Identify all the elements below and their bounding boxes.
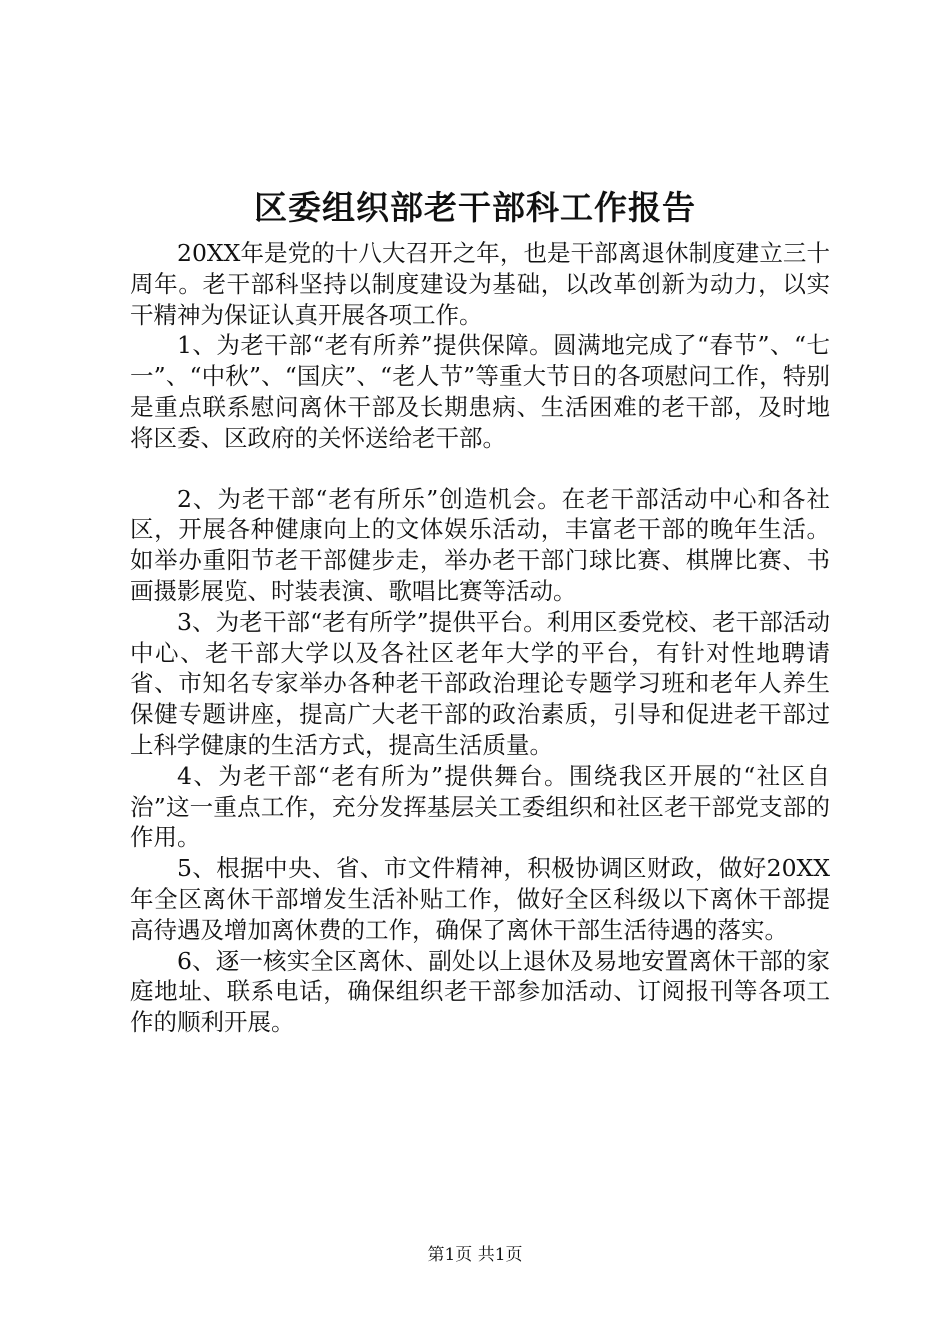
intro-paragraph: 20XX年是党的十八大召开之年，也是干部离退休制度建立三十周年。老干部科坚持以制度建设为基础，以改革创新为动力，以实干精神为保证认真开展各项工作。 <box>130 239 830 329</box>
item-5-paragraph: 5、根据中央、省、市文件精神，积极协调区财政，做好20XX年全区离休干部增发生活补贴工作，做好全区科级以下离休干部提高待遇及增加离休费的工作，确保了离休干部生活待遇的落实。 <box>130 854 830 944</box>
item-6-paragraph: 6、逐一核实全区离休、副处以上退休及易地安置离休干部的家庭地址、联系电话，确保组织老干部参加活动、订阅报刊等各项工作的顺利开展。 <box>130 946 830 1037</box>
page-number-footer: 第1页 共1页 <box>427 1245 523 1265</box>
item-4-paragraph: 4、为老干部“老有所为”提供舞台。围绕我区开展的“社区自治”这一重点工作，充分发挥基层关工委组织和社区老干部党支部的作用。 <box>130 761 830 852</box>
document-body <box>130 238 830 1038</box>
item-1-paragraph: 1、为老干部“老有所养”提供保障。圆满地完成了“春节”、“七一”、“中秋”、“国庆”、“老人节”等重大节日的各项慰问工作，特别是重点联系慰问离休干部及长期患病、生活困难的老干部，及时地将区委、区政府的关怀送给老干部。 <box>130 331 830 452</box>
item-2-paragraph: 2、为老干部“老有所乐”创造机会。在老干部活动中心和各社区，开展各种健康向上的文体娱乐活动，丰富老干部的晚年生活。如举办重阳节老干部健步走，举办老干部门球比赛、棋牌比赛、书画摄影展览、时装表演、歌唱比赛等活动。 <box>130 484 830 605</box>
document-title: 区委组织部老干部科工作报告 <box>254 188 696 227</box>
item-3-paragraph: 3、为老干部“老有所学”提供平台。利用区委党校、老干部活动中心、老干部大学以及各社区老年大学的平台，有针对性地聘请省、市知名专家举办各种老干部政治理论专题学习班和老年人养生保健专题讲座，提高广大老干部的政治素质，引导和促进老干部过上科学健康的生活方式，提高生活质量。 <box>130 607 830 759</box>
